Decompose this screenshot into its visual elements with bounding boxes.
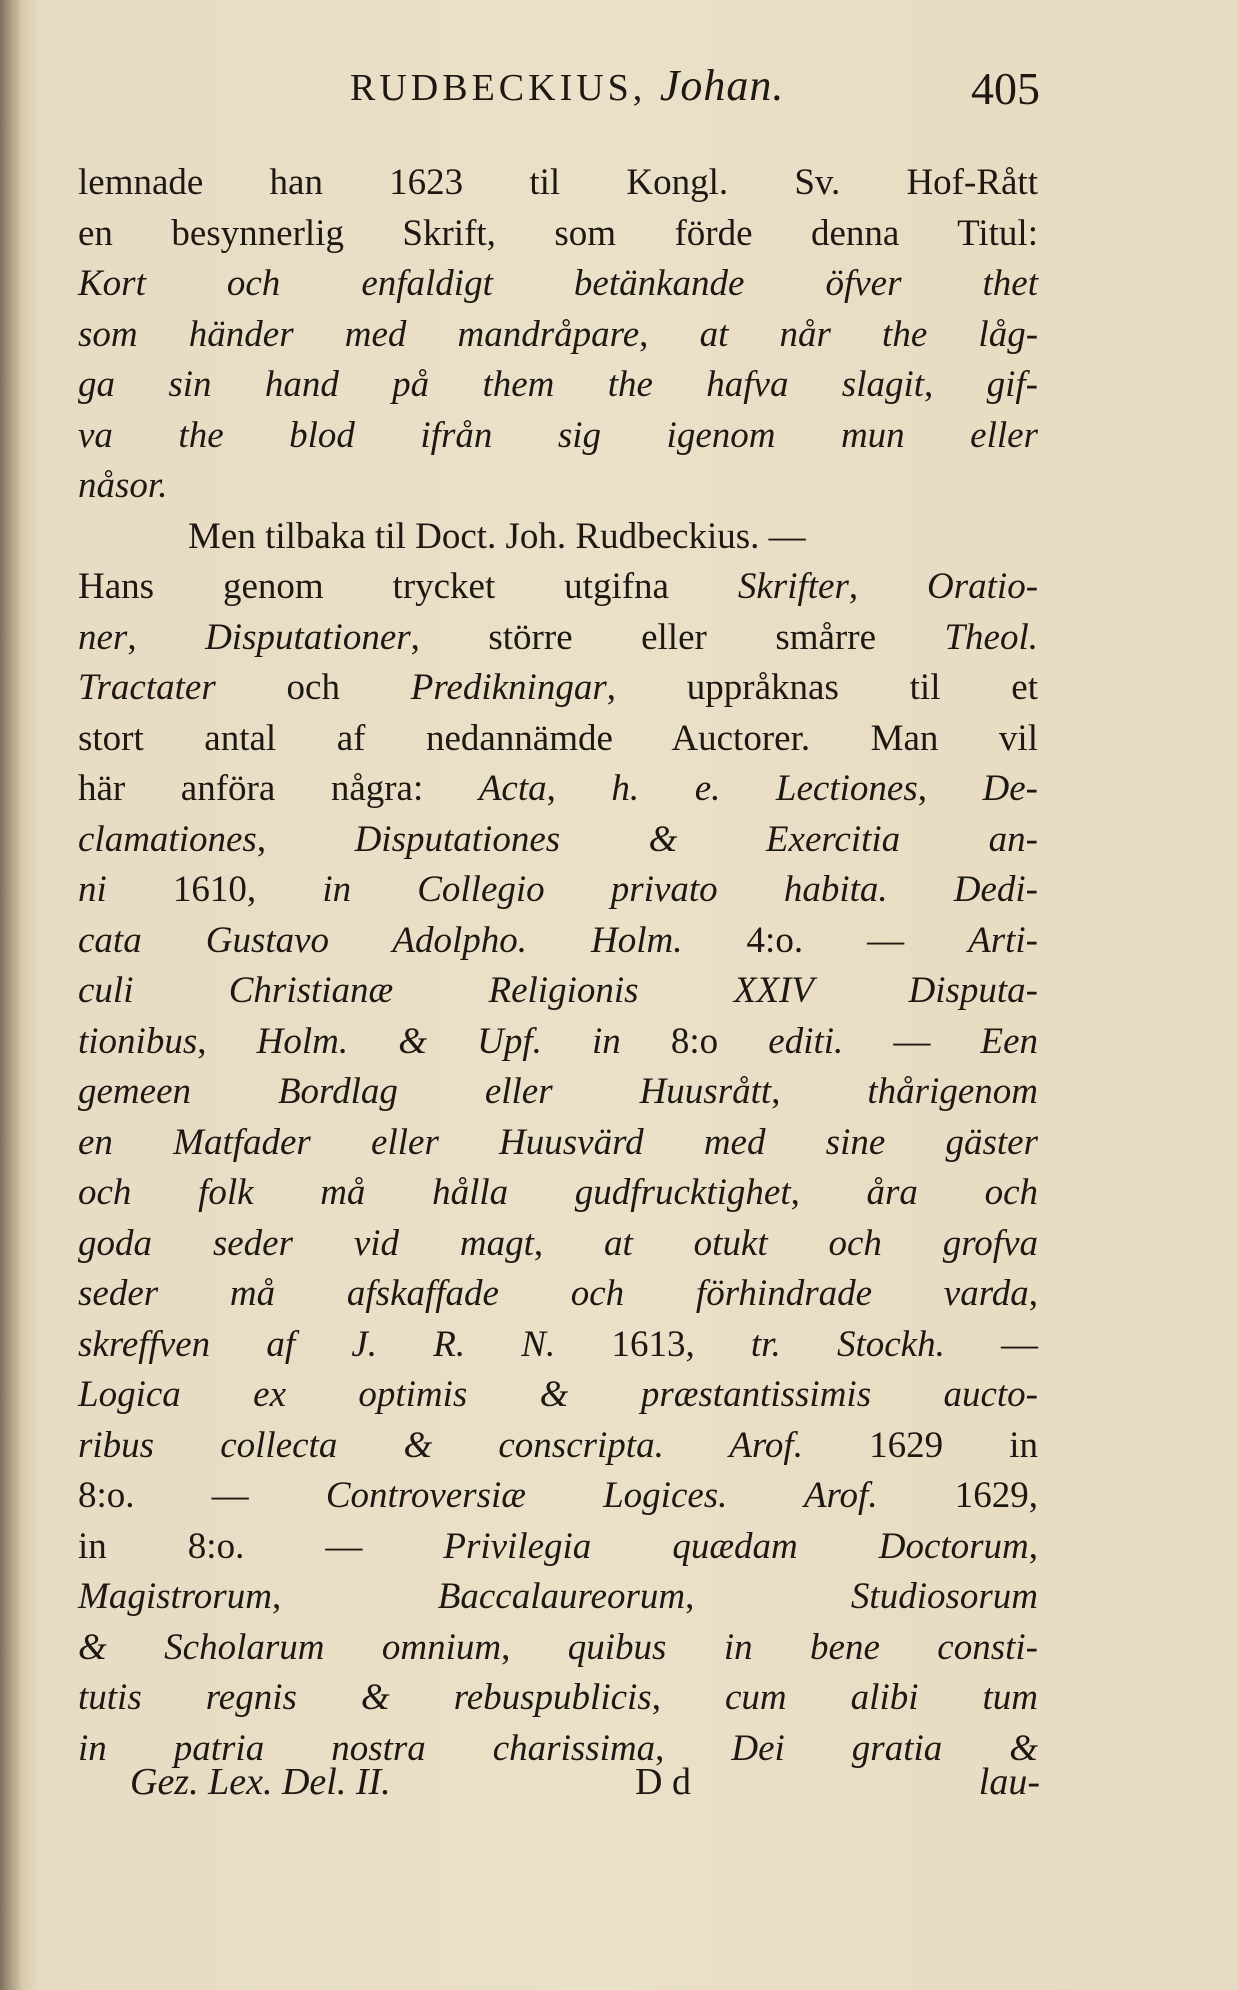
text-line <box>78 1673 1038 1724</box>
roman-text: in 8:o. — <box>78 1525 444 1567</box>
italic-text: ribus collecta & conscripta. Arof. <box>78 1424 803 1466</box>
italic-text: nåsor. <box>78 465 168 506</box>
text-line <box>78 966 1038 1017</box>
roman-text: , <box>533 1222 605 1264</box>
text-line <box>78 461 1038 512</box>
text-line <box>78 310 1038 361</box>
text-line <box>78 158 1038 209</box>
italic-text: Skrifter <box>737 566 849 607</box>
running-head-forename: Johan. <box>659 61 785 110</box>
text-line <box>78 360 1038 411</box>
text-line <box>78 512 1038 563</box>
text-line <box>78 1623 1038 1674</box>
text-line <box>78 916 1038 967</box>
italic-text: h. e. Lectiones <box>611 768 918 809</box>
italic-text: Privilegia quædam Doctorum <box>443 1525 1029 1567</box>
italic-text: Een <box>980 1020 1039 1062</box>
italic-text: tutis regnis & rebuspublicis <box>78 1677 652 1718</box>
roman-text: , <box>256 818 355 860</box>
text-line <box>78 1017 1038 1068</box>
roman-text: , <box>197 1020 257 1062</box>
italic-text: cata Gustavo Adolpho. Holm. <box>78 919 683 961</box>
catchword: lau- <box>978 1761 1040 1803</box>
roman-text: Hans genom trycket utgifna <box>78 566 738 607</box>
roman-text: , <box>655 1727 732 1769</box>
roman-text: , <box>917 768 983 809</box>
text-line <box>78 663 1038 714</box>
italic-text: culi Christianæ Religionis XXIV Disputa- <box>78 970 1038 1011</box>
text-line <box>78 259 1038 310</box>
italic-text: Dei gratia & <box>731 1727 1039 1769</box>
italic-text: Theol. <box>944 616 1039 658</box>
italic-text: Tractater <box>78 667 216 708</box>
italic-text: och folk må hålla gudfrucktighet <box>78 1172 791 1213</box>
text-line <box>78 1370 1038 1421</box>
italic-text: Controversiæ Logices. Arof. <box>325 1475 878 1516</box>
roman-text: 4:o. — <box>682 919 969 961</box>
roman-text: och <box>215 667 411 708</box>
roman-text: — <box>843 1020 981 1062</box>
italic-text: editi. <box>768 1020 844 1062</box>
italic-text: gif- <box>986 364 1038 405</box>
roman-text: Men tilbaka til Doct. Joh. Rudbeckius. — <box>188 515 806 557</box>
text-line <box>78 1471 1038 1522</box>
roman-text: 1610, <box>106 869 323 910</box>
roman-text: , <box>271 1576 438 1617</box>
body-text <box>78 158 1038 1774</box>
text-line <box>78 1219 1038 1270</box>
italic-text: ga sin hand på them the hafva slagit <box>78 364 925 405</box>
page-gutter <box>0 0 22 1990</box>
italic-text: at otukt och grofva <box>604 1222 1038 1264</box>
italic-text: Studiosorum <box>850 1576 1038 1617</box>
text-line <box>78 1320 1038 1371</box>
italic-text: ner <box>78 616 128 658</box>
text-line <box>78 411 1038 462</box>
text-line <box>78 1118 1038 1169</box>
text-line <box>78 865 1038 916</box>
text-line <box>78 764 1038 815</box>
roman-text: , <box>501 1626 568 1668</box>
roman-text: , <box>1028 1273 1038 1314</box>
text-line <box>78 815 1038 866</box>
italic-text: cum alibi tum <box>725 1677 1039 1718</box>
roman-text: , <box>651 1677 725 1718</box>
page-number: 405 <box>971 63 1040 114</box>
roman-text: , <box>1028 1525 1039 1567</box>
italic-text: Holm. & Upf. in <box>256 1020 621 1062</box>
italic-text: & Scholarum omnium <box>78 1626 502 1668</box>
italic-text: goda seder vid magt <box>78 1222 534 1264</box>
footer-signature: Gez. Lex. Del. II. <box>130 1761 391 1803</box>
italic-text: De- <box>982 768 1038 809</box>
roman-text: 8:o. — <box>78 1475 326 1516</box>
roman-text: , <box>790 1172 867 1213</box>
roman-text: — <box>944 1323 1039 1365</box>
italic-text: Predikningar <box>410 667 607 708</box>
italic-text: Baccalaureorum <box>437 1576 686 1617</box>
roman-text: , större eller smårre <box>410 616 945 658</box>
italic-text: in patria nostra charissima <box>78 1727 656 1769</box>
roman-text: , <box>127 616 206 658</box>
page-footer <box>130 1760 1040 1820</box>
italic-text: clamationes <box>78 818 257 860</box>
text-line <box>78 1572 1038 1623</box>
italic-text: Kort och enfaldigt betänkande öfver thet <box>78 263 1038 304</box>
italic-text: som händer med mandråpare <box>78 313 640 355</box>
italic-text: Logica ex optimis & præstantissimis aucto- <box>78 1374 1038 1415</box>
roman-text: 1629, <box>877 1475 1038 1516</box>
roman-text: , <box>924 364 987 405</box>
italic-text: Oratio- <box>927 566 1039 607</box>
roman-text: , <box>685 1576 851 1617</box>
running-head <box>350 60 784 111</box>
signature-mark: D d <box>635 1761 691 1803</box>
roman-text: , <box>848 566 928 607</box>
italic-text: gemeen Bordlag eller Huusrått <box>78 1071 772 1112</box>
italic-text: Acta <box>478 768 547 809</box>
text-line <box>78 714 1038 765</box>
running-head-name: RUDBECKIUS, <box>350 67 647 109</box>
text-line <box>78 1067 1038 1118</box>
roman-text: lemnade han 1623 til Kongl. Sv. Hof-Rått <box>78 162 1038 203</box>
roman-text: en besynnerlig Skrift, som förde denna Titul: <box>78 212 1038 254</box>
page-header <box>340 52 1040 122</box>
roman-text: , <box>546 768 612 809</box>
roman-text: här anföra några: <box>78 768 479 809</box>
text-line <box>78 1168 1038 1219</box>
text-line <box>78 1269 1038 1320</box>
roman-text: 8:o <box>620 1020 769 1062</box>
italic-text: ni <box>78 869 107 910</box>
italic-text: seder må afskaffade och förhindrade varda <box>78 1273 1029 1314</box>
text-line <box>78 209 1038 260</box>
text-line <box>78 1522 1038 1573</box>
roman-text: 1629 in <box>802 1424 1039 1466</box>
text-line <box>78 1421 1038 1472</box>
italic-text: Magistrorum <box>78 1576 272 1617</box>
italic-text: skreffven af J. R. N. <box>78 1323 556 1365</box>
italic-text: in Collegio privato habita. Dedi- <box>322 869 1039 910</box>
italic-text: Disputationer <box>205 616 411 658</box>
italic-text: quibus in bene consti- <box>567 1626 1038 1668</box>
italic-text: thårigenom <box>867 1071 1038 1112</box>
italic-text: en Matfader eller Huusvärd med sine gäster <box>78 1121 1038 1163</box>
text-line <box>78 562 1038 613</box>
italic-text: at når the låg- <box>699 313 1039 355</box>
italic-text: Disputationes & Exercitia an- <box>354 818 1038 860</box>
italic-text: Arti- <box>968 919 1038 961</box>
roman-text: , <box>771 1071 868 1112</box>
italic-text: tr. Stockh. <box>750 1323 945 1365</box>
roman-text: , <box>639 313 700 355</box>
roman-text: 1613, <box>555 1323 751 1365</box>
roman-text: stort antal af nedannämde Auctorer. Man vil <box>78 717 1038 759</box>
italic-text: åra och <box>866 1172 1038 1213</box>
italic-text: va the blod ifrån sig igenom mun eller <box>78 414 1038 456</box>
roman-text: , uppråknas til et <box>606 667 1038 708</box>
italic-text: tionibus <box>78 1020 198 1062</box>
text-line <box>78 613 1038 664</box>
